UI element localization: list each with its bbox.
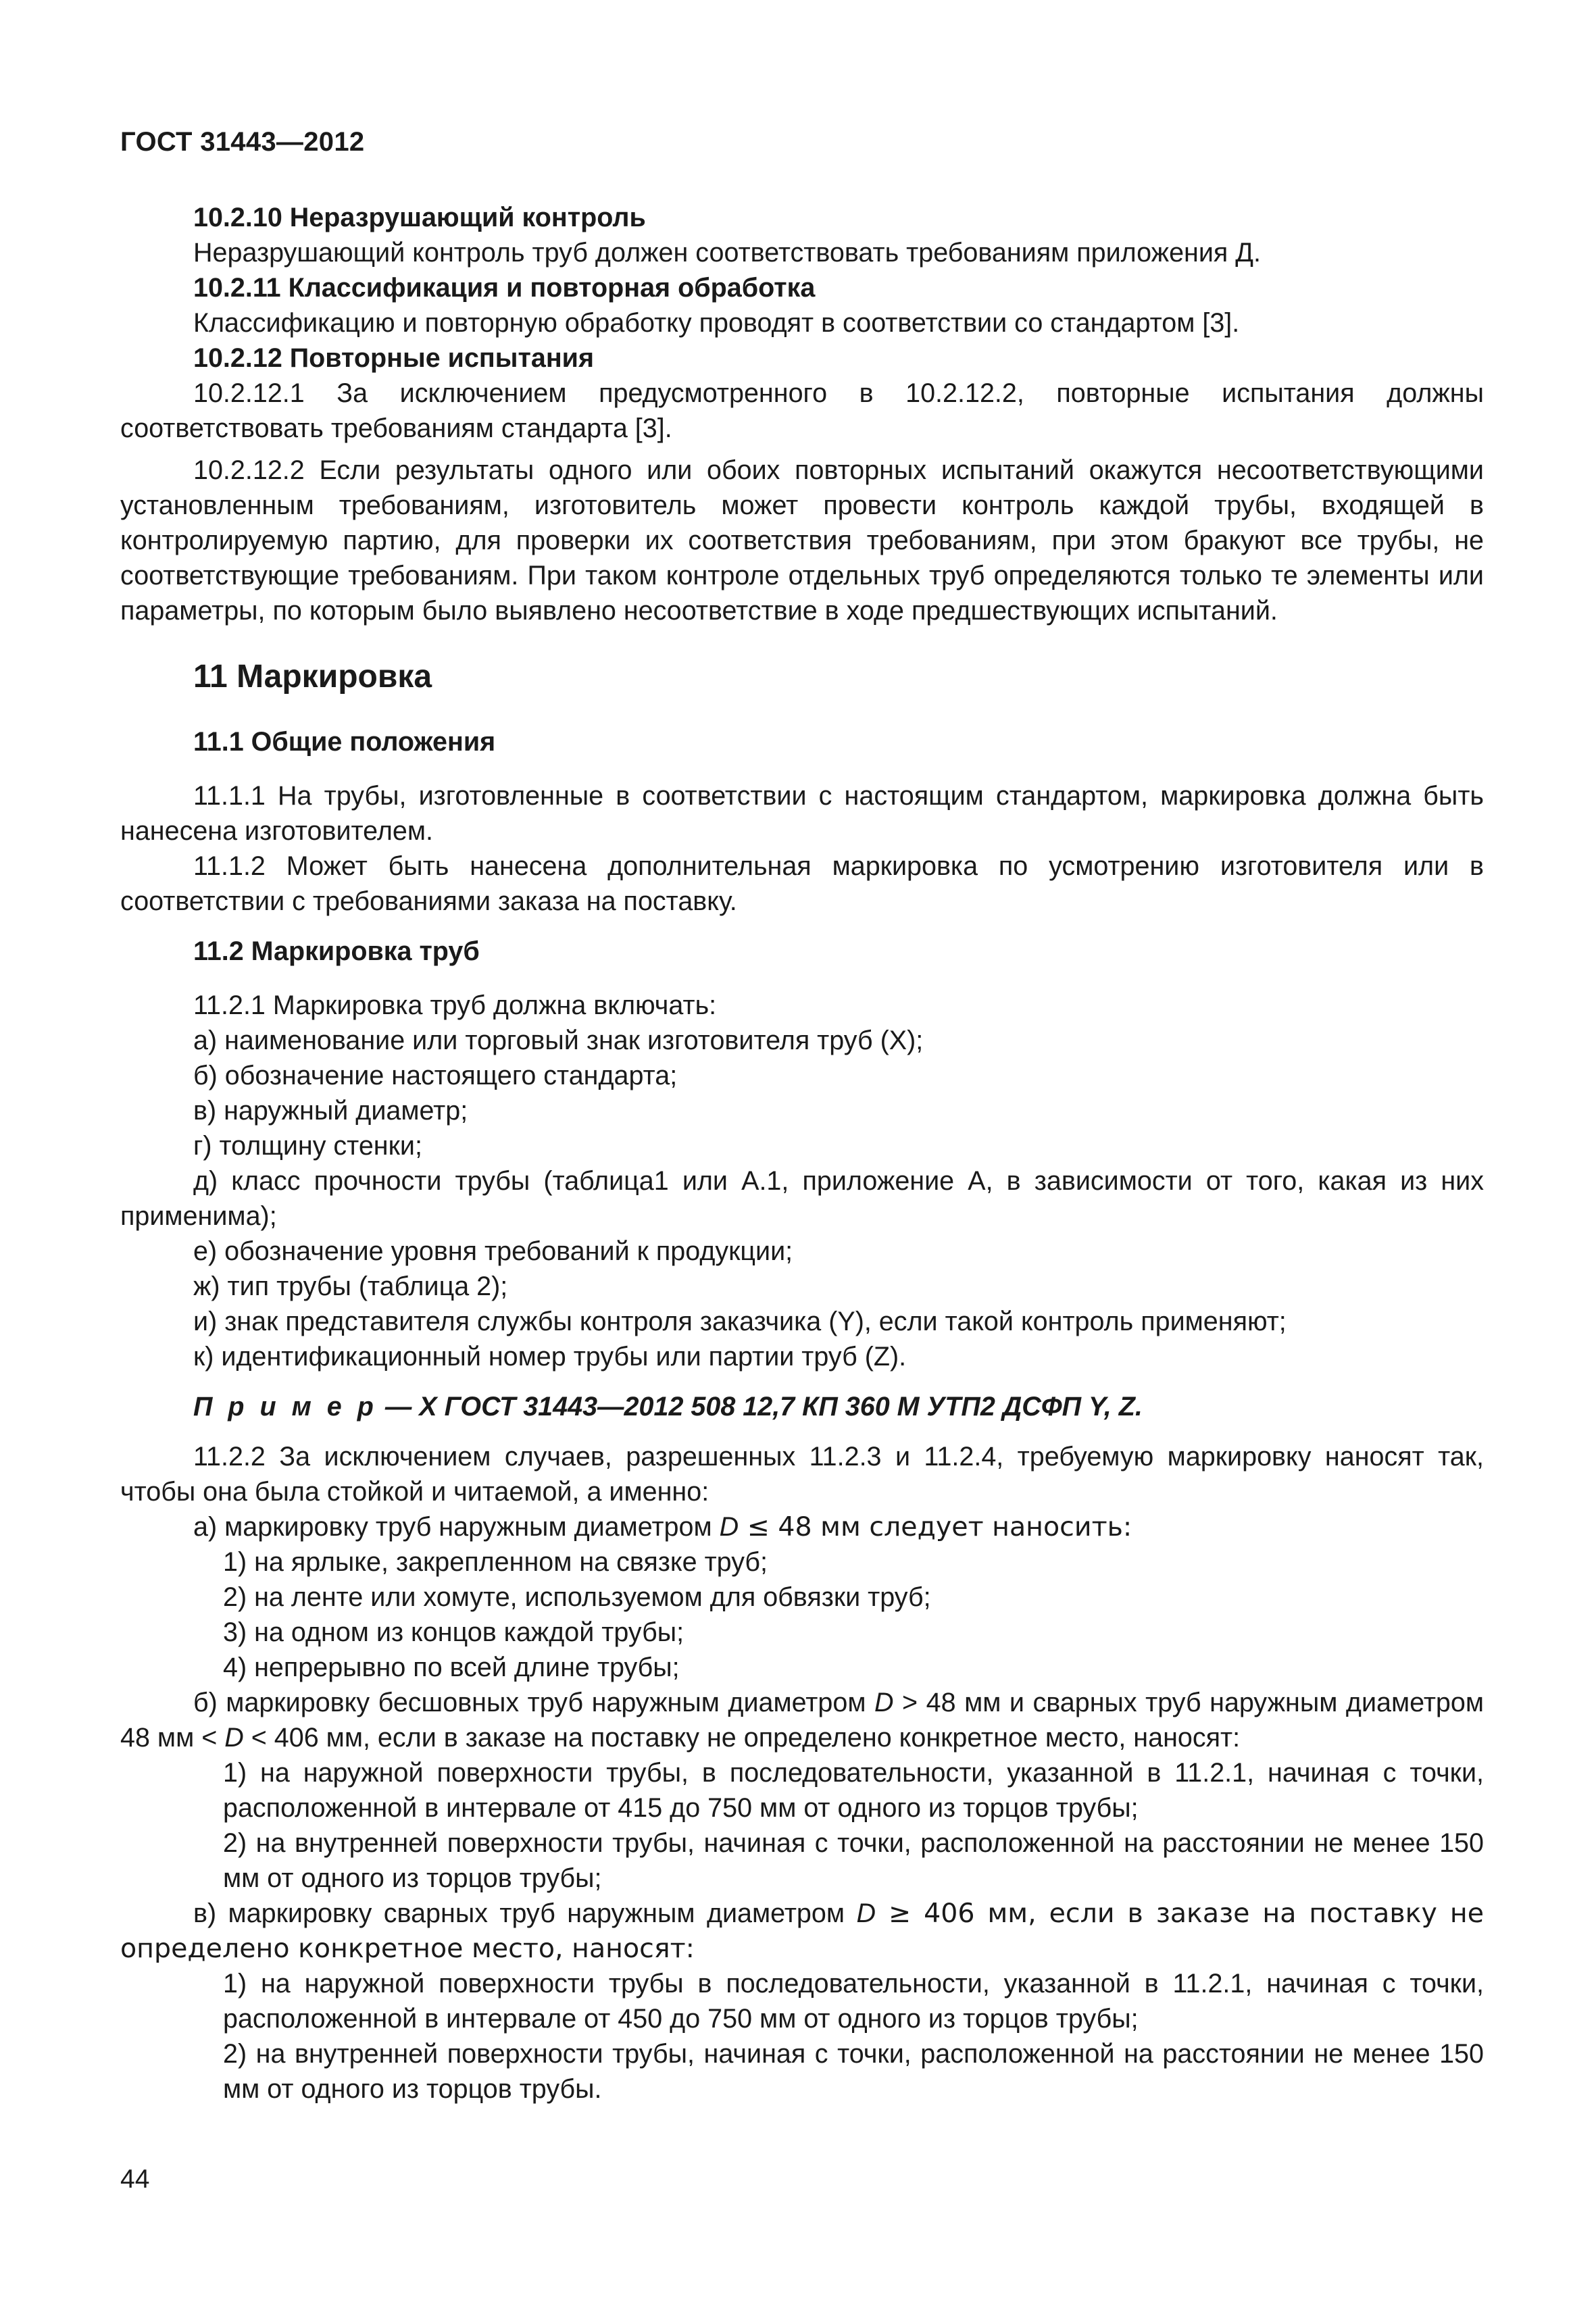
section-10-2-10-text: Неразрушающий контроль труб должен соответствовать требованиям приложения Д. xyxy=(193,238,1262,268)
page-number: 44 xyxy=(120,2165,150,2194)
list-item-g: г) толщину стенки; xyxy=(193,1131,422,1161)
section-10-2-11-text: Классификацию и повторную обработку проводят в соответствии со стандартом [3]. xyxy=(193,308,1240,338)
section-11-title: 11 Маркировка xyxy=(193,659,432,695)
paragraph-11-1-2: 11.1.2 Может быть нанесена дополнительная маркировка по усмотрению изготовителя или в соответствии с требованиями заказа на поставку. xyxy=(120,851,1484,916)
item-v-large-diameter xyxy=(120,1896,1484,1966)
list-item-v: в) наружный диаметр; xyxy=(193,1096,468,1126)
item-b-condition: > 48 мм и сварных труб наружным диаметром 48 мм < xyxy=(120,1688,1485,1753)
running-header: ГОСТ 31443—2012 xyxy=(120,127,365,157)
section-11-1-title: 11.1 Общие положения xyxy=(193,727,496,757)
diameter-symbol: D xyxy=(874,1688,894,1717)
item-a-small-diameter xyxy=(120,1509,1484,1544)
diameter-symbol: D xyxy=(224,1723,244,1753)
paragraph-11-2-2: 11.2.2 За исключением случаев, разрешенных 11.2.3 и 11.2.4, требуемую маркировку наносят так, чтобы она была стойкой и читаемой, а именно: xyxy=(120,1442,1484,1507)
list-item-a: а) наименование или торговый знак изготовителя труб (X); xyxy=(193,1026,924,1055)
paragraph-10-2-12-1: 10.2.12.1 За исключением предусмотренного в 10.2.12.2, повторные испытания должны соответствовать требованиям стандарта [3]. xyxy=(120,378,1484,443)
paragraph-10-2-12-2: 10.2.12.2 Если результаты одного или обоих повторных испытаний окажутся несоответствующими установленным требованиям, изготовитель может провести контроль каждой трубы, входящей в контролируемую партию, для проверки их соответствия требованиям, при этом бракуют все трубы, не соответствующие требованиям. При таком контроле отдельных труб определяются только те элементы или параметры, по которым было выявлено несоответствие в ходе предшествующих испытаний. xyxy=(120,455,1484,626)
item-v-text: в) маркировку сварных труб наружным диаметром xyxy=(193,1898,857,1928)
paragraph-11-2-1: 11.2.1 Маркировка труб должна включать: xyxy=(193,990,717,1020)
list-item-e: е) обозначение уровня требований к продукции; xyxy=(193,1236,793,1266)
list-item-b: б) обозначение настоящего стандарта; xyxy=(193,1061,678,1090)
section-11-2-title: 11.2 Маркировка труб xyxy=(193,936,480,966)
item-v-1: 1) на наружной поверхности трубы в последовательности, указанной в 11.2.1, начиная с точки, расположенной в интервале от 450 до 750 мм от одного из торцов трубы; xyxy=(223,1969,1484,2034)
item-b-medium-diameter xyxy=(120,1685,1484,1755)
example-text: — X ГОСТ 31443—2012 508 12,7 КП 360 М УТП2 ДСФП Y, Z. xyxy=(377,1392,1143,1422)
diameter-symbol: D xyxy=(719,1512,739,1542)
list-item-i: и) знак представителя службы контроля заказчика (Y), если такой контроль применяют; xyxy=(193,1307,1287,1336)
diameter-symbol: D xyxy=(856,1898,876,1928)
section-10-2-12-title: 10.2.12 Повторные испытания xyxy=(193,343,595,373)
item-a-2: 2) на ленте или хомуте, используемом для обвязки труб; xyxy=(223,1582,931,1612)
item-a-4: 4) непрерывно по всей длине трубы; xyxy=(223,1653,680,1682)
item-b-text: б) маркировку бесшовных труб наружным диаметром xyxy=(193,1688,874,1717)
page-content xyxy=(120,200,1484,2107)
list-item-k: к) идентификационный номер трубы или партии труб (Z). xyxy=(193,1342,907,1372)
section-10-2-10-title: 10.2.10 Неразрушающий контроль xyxy=(193,203,646,232)
item-a-1: 1) на ярлыке, закрепленном на связке труб; xyxy=(223,1547,768,1577)
item-b-tail: < 406 мм, если в заказе на поставку не определено конкретное место, наносят: xyxy=(243,1723,1241,1753)
section-10-2-11-title: 10.2.11 Классификация и повторная обработка xyxy=(193,273,816,303)
paragraph-11-1-1: 11.1.1 На трубы, изготовленные в соответствии с настоящим стандартом, маркировка должна быть нанесена изготовителем. xyxy=(120,781,1484,846)
item-a-condition: ≤ 48 мм следует наносить: xyxy=(739,1511,1132,1542)
item-a-text: а) маркировку труб наружным диаметром xyxy=(193,1512,720,1542)
item-b-1: 1) на наружной поверхности трубы, в последовательности, указанной в 11.2.1, начиная с точки, расположенной в интервале от 415 до 750 мм от одного из торцов трубы; xyxy=(223,1758,1484,1823)
item-b-2: 2) на внутренней поверхности трубы, начиная с точки, расположенной на расстоянии не менее 150 мм от одного из торцов трубы; xyxy=(223,1828,1484,1893)
list-item-zh: ж) тип трубы (таблица 2); xyxy=(193,1272,508,1301)
marking-example xyxy=(120,1389,1484,1424)
item-a-3: 3) на одном из концов каждой трубы; xyxy=(223,1617,684,1647)
item-v-condition: ≥ 406 мм, если в заказе на поставку не определено конкретное место, наносят: xyxy=(120,1898,1484,1964)
list-item-d: д) класс прочности трубы (таблица1 или А.1, приложение А, в зависимости от того, какая из них применима); xyxy=(120,1166,1484,1231)
item-v-2: 2) на внутренней поверхности трубы, начиная с точки, расположенной на расстоянии не менее 150 мм от одного из торцов трубы. xyxy=(223,2039,1484,2104)
example-label: П р и м е р xyxy=(193,1392,378,1422)
